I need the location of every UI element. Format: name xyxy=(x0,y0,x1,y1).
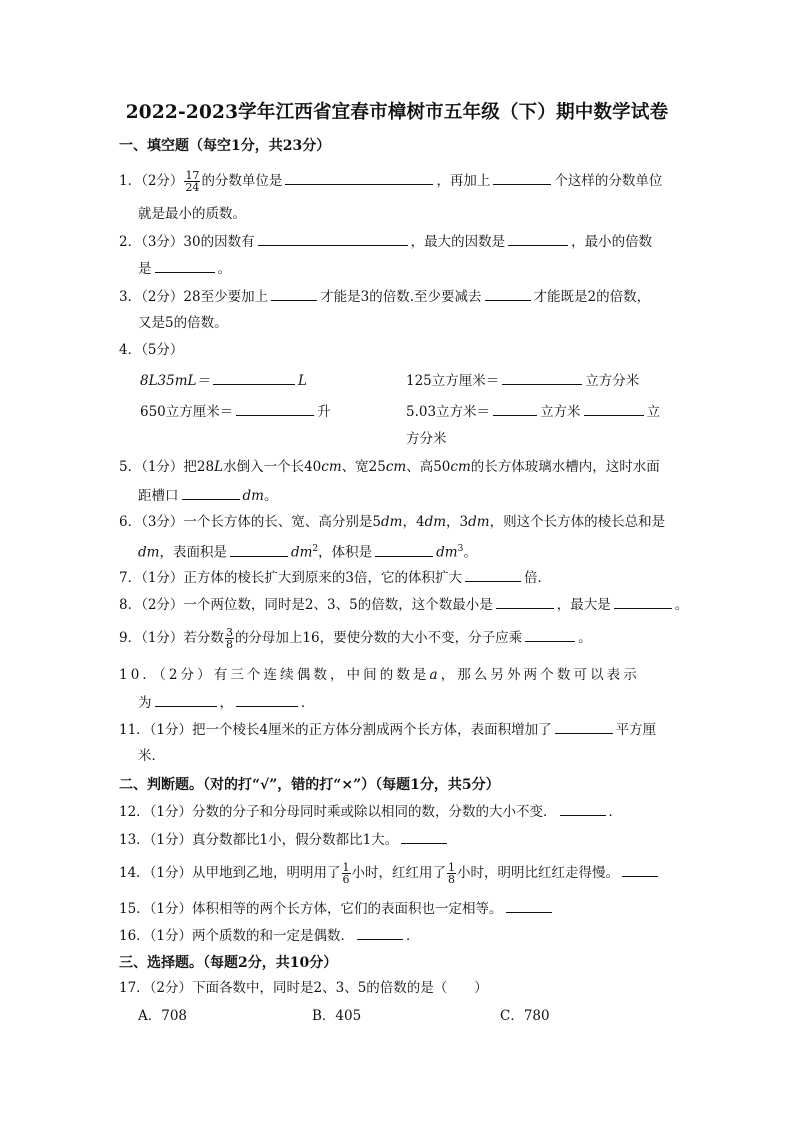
answer-blank[interactable] xyxy=(506,898,552,913)
answer-blank[interactable] xyxy=(155,692,217,707)
question-4: 4．（5分） xyxy=(119,342,184,358)
answer-blank[interactable] xyxy=(493,170,551,185)
answer-blank[interactable] xyxy=(357,925,403,940)
question-8: 8．（2分）一个两位数，同时是2、3、5的倍数，这个数最小是 ，最大是 。 xyxy=(119,594,688,615)
question-4-item-4: 5.03立方米＝ 立方米 立 xyxy=(406,401,660,422)
answer-blank[interactable] xyxy=(555,719,613,734)
answer-blank[interactable] xyxy=(285,170,433,185)
question-4-item-4-cont: 方分米 xyxy=(406,431,447,447)
answer-blank[interactable] xyxy=(496,594,554,609)
answer-blank[interactable] xyxy=(213,370,295,385)
answer-blank[interactable] xyxy=(584,401,644,416)
answer-blank[interactable] xyxy=(502,370,582,385)
fraction-1-8: $\frac{1}{8}$ xyxy=(448,861,456,886)
question-6-cont: dm，表面积是 $dm^2$，体积是 $dm^3$。 xyxy=(138,539,477,563)
question-1-cont: 就是最小的质数。 xyxy=(138,206,246,222)
answer-blank[interactable] xyxy=(560,801,606,816)
fraction-17-24: $\frac{17}{24}$ xyxy=(185,169,200,194)
answer-blank[interactable] xyxy=(236,401,314,416)
answer-blank[interactable] xyxy=(182,485,240,500)
question-10: 10．（2分）有三个连续偶数，中间的数是a，那么另外两个数可以表示 xyxy=(119,667,640,683)
question-13: 13．（1分）真分数都比1小，假分数都比1大。 xyxy=(119,829,450,850)
question-5: 5．（1分）把28L水倒入一个长40cm、宽25cm、高50cm的长方体玻璃水槽内，这时水面 xyxy=(119,459,660,475)
answer-blank[interactable] xyxy=(525,627,575,642)
section-multiple-choice: 三、选择题。（每题2分，共10分） xyxy=(119,955,338,971)
answer-blank[interactable] xyxy=(493,401,537,416)
question-2-cont: 是 。 xyxy=(138,258,231,279)
question-14: 14．（1分）从甲地到乙地，明明用了 $\frac{1}{6}$ 小时，红红用了 $\frac{1}{8}$ 小时，明明比红红走得慢。 xyxy=(119,862,661,885)
question-11: 11．（1分）把一个棱长4厘米的正方体分割成两个长方体，表面积增加了 平方厘 xyxy=(119,719,656,740)
answer-blank[interactable] xyxy=(271,286,317,301)
exam-title: 2022-2023学年江西省宜春市樟树市五年级（下）期中数学试卷 xyxy=(125,102,669,123)
question-1: 1．（2分） $\frac{17}{24}$ 的分数单位是 ，再加上 个这样的分数单位 xyxy=(119,169,663,194)
question-7: 7．（1分）正方体的棱长扩大到原来的3倍，它的体积扩大 倍． xyxy=(119,567,551,588)
question-4-item-1: 8L35mL＝ L xyxy=(140,370,307,391)
option-a[interactable]: A．708 xyxy=(138,1008,188,1024)
question-6: 6．（3分）一个长方体的长、宽、高分别是5dm，4dm，3dm，则这个长方体的棱长总和是 xyxy=(119,514,666,530)
answer-blank[interactable] xyxy=(155,258,215,273)
answer-blank[interactable] xyxy=(258,231,408,246)
answer-blank[interactable] xyxy=(401,829,447,844)
question-10-cont: 为 ， ． xyxy=(138,692,315,713)
answer-blank[interactable] xyxy=(236,692,298,707)
answer-blank[interactable] xyxy=(508,231,568,246)
answer-blank[interactable] xyxy=(230,542,288,557)
fraction-3-8: $\frac{3}{8}$ xyxy=(225,626,233,651)
section-true-false: 二、判断题。（对的打“√”，错的打“×”）（每题1分，共5分） xyxy=(119,777,500,793)
question-16: 16．（1分）两个质数的和一定是偶数． ． xyxy=(119,925,420,946)
question-2: 2．（3分）30的因数有 ，最大的因数是 ，最小的倍数 xyxy=(119,231,652,252)
answer-blank[interactable] xyxy=(375,542,433,557)
option-c[interactable]: C．780 xyxy=(500,1008,550,1024)
question-5-cont: 距槽口 dm。 xyxy=(138,485,277,506)
question-12: 12．（1分）分数的分子和分母同时乘或除以相同的数，分数的大小不变． ． xyxy=(119,801,622,822)
option-b[interactable]: B．405 xyxy=(312,1008,362,1024)
answer-blank[interactable] xyxy=(465,567,521,582)
question-3: 3．（2分）28至少要加上 才能是3的倍数.至少要减去 才能既是2的倍数， xyxy=(119,286,650,307)
section-fill-in: 一、填空题（每空1分，共23分） xyxy=(119,138,331,154)
fraction-1-6: $\frac{1}{6}$ xyxy=(342,861,350,886)
answer-blank[interactable] xyxy=(622,862,658,877)
question-3-cont: 又是5的倍数。 xyxy=(138,315,228,331)
question-15: 15．（1分）体积相等的两个长方体，它们的表面积也一定相等。 xyxy=(119,898,555,919)
question-4-item-2: 125立方厘米＝ 立方分米 xyxy=(406,370,639,391)
question-4-item-3: 650立方厘米＝ 升 xyxy=(140,401,331,422)
answer-blank[interactable] xyxy=(485,286,531,301)
question-17: 17．（2分）下面各数中，同时是2、3、5的倍数的是（ ） xyxy=(119,980,488,996)
question-11-cont: 米． xyxy=(138,748,165,764)
question-9: 9．（1分）若分数 $\frac{3}{8}$ 的分母加上16，要使分数的大小不变，分子应乘 。 xyxy=(119,626,592,651)
answer-blank[interactable] xyxy=(614,594,672,609)
